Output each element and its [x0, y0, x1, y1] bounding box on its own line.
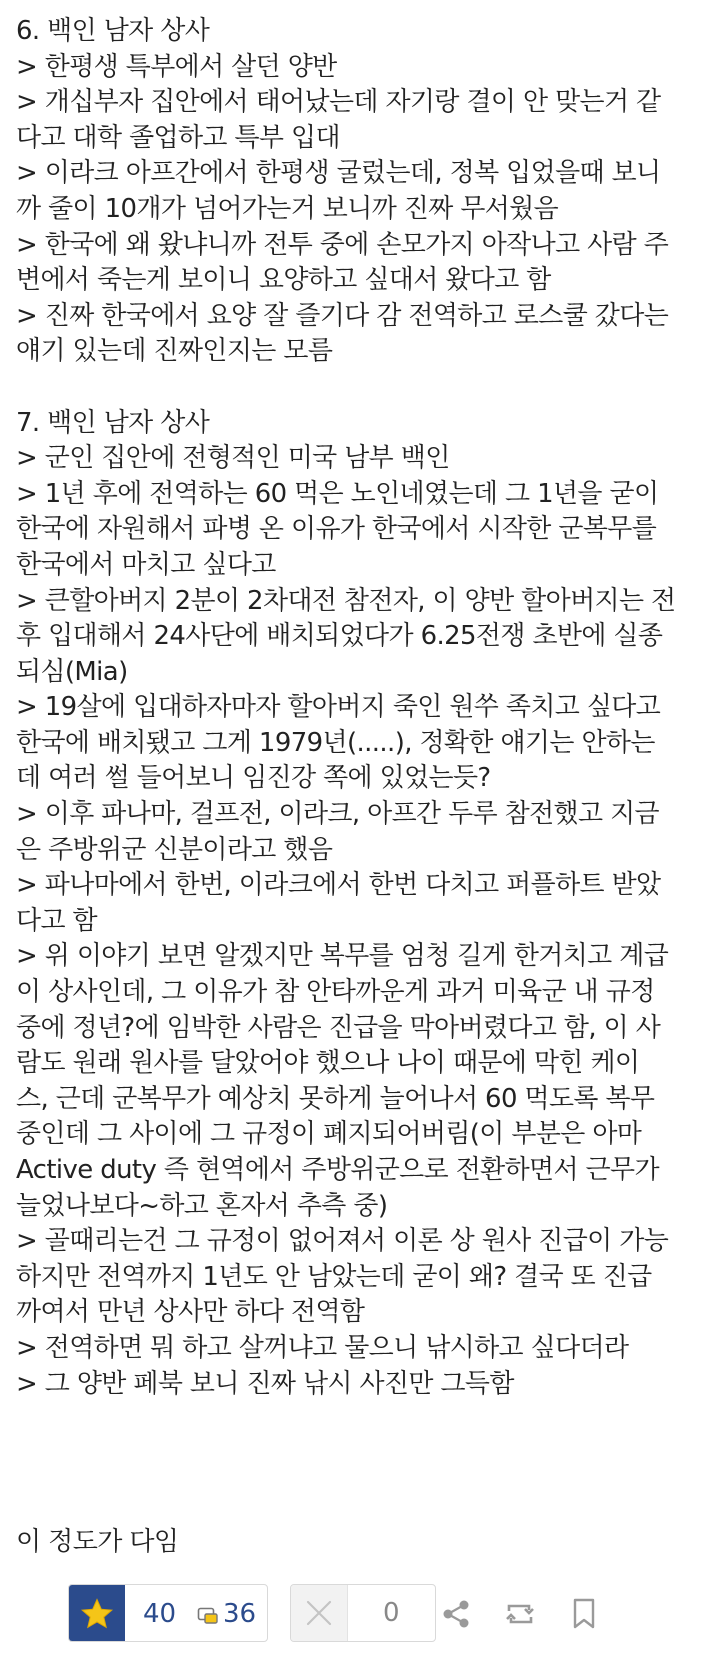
post-closing-text: 이 정도가 다임 — [16, 1527, 179, 1557]
post-text-line: > 전역하면 뭐 하고 살꺼냐고 물으니 낚시하고 싶다더라 — [16, 1332, 629, 1363]
post-text-line: > 진짜 한국에서 요양 잘 즐기다 감 전역하고 로스쿨 갔다는 — [16, 300, 669, 331]
post-text-line: 람도 원래 원사를 달았어야 했으나 나이 때문에 막힌 케이 — [16, 1048, 640, 1079]
post-text-line: 까여서 만년 상사만 하다 전역함 — [16, 1297, 365, 1328]
retweet-icon — [503, 1599, 537, 1629]
post-text-line: 스, 근데 군복무가 예상치 못하게 늘어나서 60 먹도록 복무 — [16, 1083, 655, 1114]
post-text-line: 한국에서 마치고 싶다고 — [16, 549, 276, 580]
post-text-line: 까 줄이 10개가 넘어가는거 보니까 진짜 무서웠음 — [16, 193, 559, 224]
post-text-line: > 그 양반 페북 보니 진짜 낚시 사진만 그득함 — [16, 1368, 514, 1399]
post-text-line: 데 여러 썰 들어보니 임진강 쪽에 있었는듯? — [16, 763, 491, 794]
blank-line — [16, 370, 706, 406]
post-text-line: > 골때리는건 그 규정이 없어져서 이론 상 원사 진급이 가능 — [16, 1226, 669, 1257]
dislike-button[interactable] — [291, 1585, 348, 1641]
comment-icon — [197, 1607, 219, 1625]
post-text-line: > 큰할아버지 2분이 2차대전 참전자, 이 양반 할아버지는 전 — [16, 585, 676, 616]
post-text-line: > 위 이야기 보면 알겠지만 복무를 엄청 길게 한거치고 계급 — [16, 941, 669, 972]
post-text-line: > 군인 집안에 전형적인 미국 남부 백인 — [16, 443, 450, 474]
post-text-line: 다고 대학 졸업하고 특부 입대 — [16, 122, 340, 153]
post-text-line: 되심(Mia) — [16, 656, 128, 687]
post-text-line: 중에 정년?에 임박한 사람은 진급을 막아버렸다고 함, 이 사 — [16, 1012, 661, 1043]
post-text-line: > 이후 파나마, 걸프전, 이라크, 아프간 두루 참전했고 지금 — [16, 799, 659, 830]
post-text-line: 한국에 배치됐고 그게 1979년(.....), 정확한 얘기는 안하는 — [16, 727, 655, 758]
post-text-line: 다고 함 — [16, 905, 97, 936]
post-text-line: Active duty 즉 현역에서 주방위군으로 전환하면서 근무가 — [16, 1155, 659, 1185]
post-text-line: > 한평생 특부에서 살던 양반 — [16, 51, 337, 82]
close-icon — [305, 1599, 333, 1627]
like-count: 40 — [143, 1599, 177, 1629]
post-text-line: > 개십부자 집안에서 태어났는데 자기랑 결이 안 맞는거 같 — [16, 87, 661, 118]
star-icon — [80, 1598, 114, 1630]
post-text-line: 한국에 자원해서 파병 온 이유가 한국에서 시작한 군복무를 — [16, 514, 657, 545]
post-text-line: > 이라크 아프간에서 한평생 굴렀는데, 정복 입었을때 보니 — [16, 158, 661, 189]
share-button[interactable] — [436, 1594, 476, 1634]
post-text-line: > 파나마에서 한번, 이라크에서 한번 다치고 퍼플하트 받았 — [16, 870, 661, 901]
like-button[interactable] — [69, 1585, 125, 1642]
post-text-line: 하지만 전역까지 1년도 안 남았는데 굳이 왜? 결국 또 진급 — [16, 1261, 652, 1292]
post-text-line: 후 입대해서 24사단에 배치되었다가 6.25전쟁 초반에 실종 — [16, 621, 663, 652]
bookmark-icon — [571, 1598, 597, 1630]
post-text-line: > 한국에 왜 왔냐니까 전투 중에 손모가지 아작나고 사람 주 — [16, 229, 669, 260]
post-body — [16, 14, 706, 1402]
post-text-line: 6. 백인 남자 상사 — [16, 16, 210, 46]
dislike-box — [290, 1584, 436, 1642]
post-text-line: 은 주방위군 신분이라고 했음 — [16, 834, 333, 865]
post-text-line: 얘기 있는데 진짜인지는 모름 — [16, 336, 333, 367]
post-text-line: 중인데 그 사이에 그 규정이 폐지되어버림(이 부분은 아마 — [16, 1119, 642, 1150]
post-text-line: 7. 백인 남자 상사 — [16, 407, 210, 438]
post-text-line: > 1년 후에 전역하는 60 먹은 노인네였는데 그 1년을 굳이 — [16, 478, 659, 509]
post-text-line: 변에서 죽는게 보이니 요양하고 싶대서 왔다고 함 — [16, 265, 551, 296]
share-icon — [440, 1598, 472, 1630]
post-action-bar — [68, 1584, 708, 1642]
repost-button[interactable] — [500, 1594, 540, 1634]
post-text-line: 늘었나보다~하고 혼자서 추측 중) — [16, 1190, 388, 1221]
post-text-line: > 19살에 입대하자마자 할아버지 죽인 원쑤 족치고 싶다고 — [16, 692, 661, 723]
bookmark-button[interactable] — [564, 1594, 604, 1634]
like-box — [68, 1584, 268, 1642]
comment-count: 36 — [223, 1599, 257, 1629]
post-text-line: 이 상사인데, 그 이유가 참 안타까운게 과거 미육군 내 규정 — [16, 977, 655, 1008]
dislike-count: 0 — [383, 1598, 400, 1628]
